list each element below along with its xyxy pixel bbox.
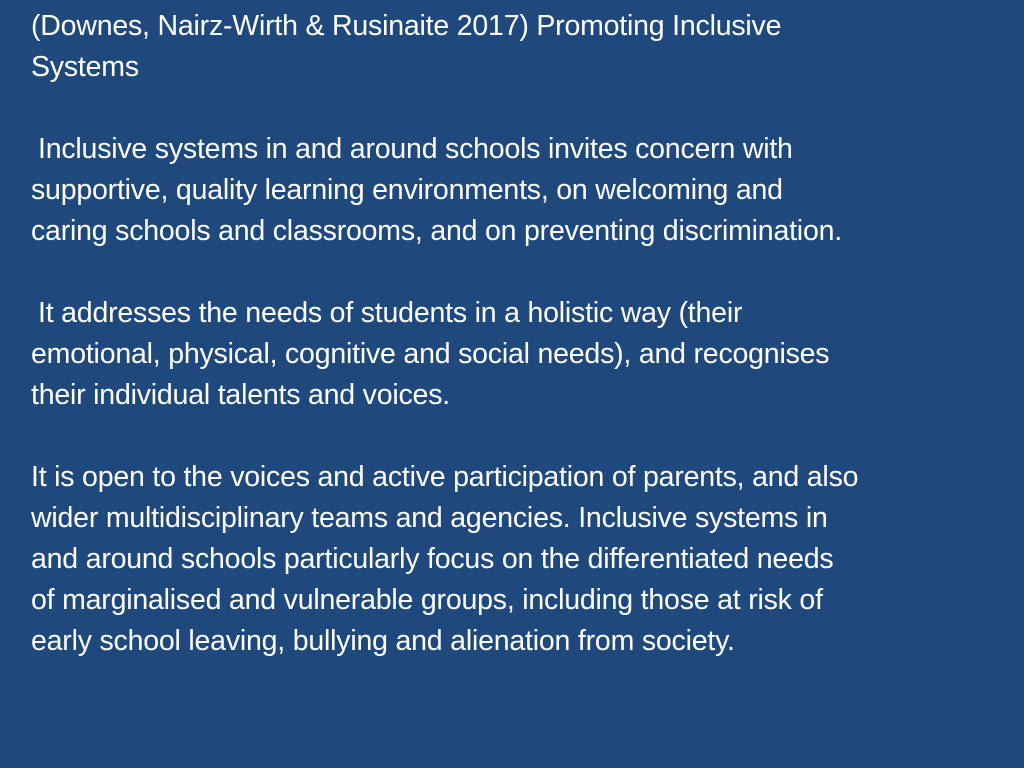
paragraph-gap <box>31 252 991 293</box>
paragraph-line: wider multidisciplinary teams and agencies. Inclusive systems in <box>31 502 828 534</box>
paragraph-line: of marginalised and vulnerable groups, including those at risk of <box>31 584 823 616</box>
heading-line: (Downes, Nairz-Wirth & Rusinaite 2017) Promoting Inclusive <box>31 10 782 42</box>
paragraph-gap <box>31 88 991 129</box>
paragraph-line: supportive, quality learning environments, on welcoming and <box>31 174 783 206</box>
paragraph-line: their individual talents and voices. <box>31 379 450 411</box>
paragraph-2 <box>31 293 991 416</box>
paragraph-3 <box>31 457 991 662</box>
paragraph-line: It addresses the needs of students in a holistic way (their <box>38 297 743 329</box>
heading-line: Systems <box>31 51 139 83</box>
slide-content <box>31 6 991 746</box>
paragraph-line: early school leaving, bullying and alienation from society. <box>31 625 735 657</box>
paragraph-line: emotional, physical, cognitive and social needs), and recognises <box>31 338 830 370</box>
paragraph-line: and around schools particularly focus on the differentiated needs <box>31 543 834 575</box>
paragraph-line: caring schools and classrooms, and on preventing discrimination. <box>31 215 842 247</box>
paragraph-gap <box>31 416 991 457</box>
paragraph-line: Inclusive systems in and around schools invites concern with <box>38 133 793 165</box>
slide-heading <box>31 6 991 88</box>
paragraph-1 <box>31 129 991 252</box>
paragraph-line: It is open to the voices and active participation of parents, and also <box>31 461 859 493</box>
